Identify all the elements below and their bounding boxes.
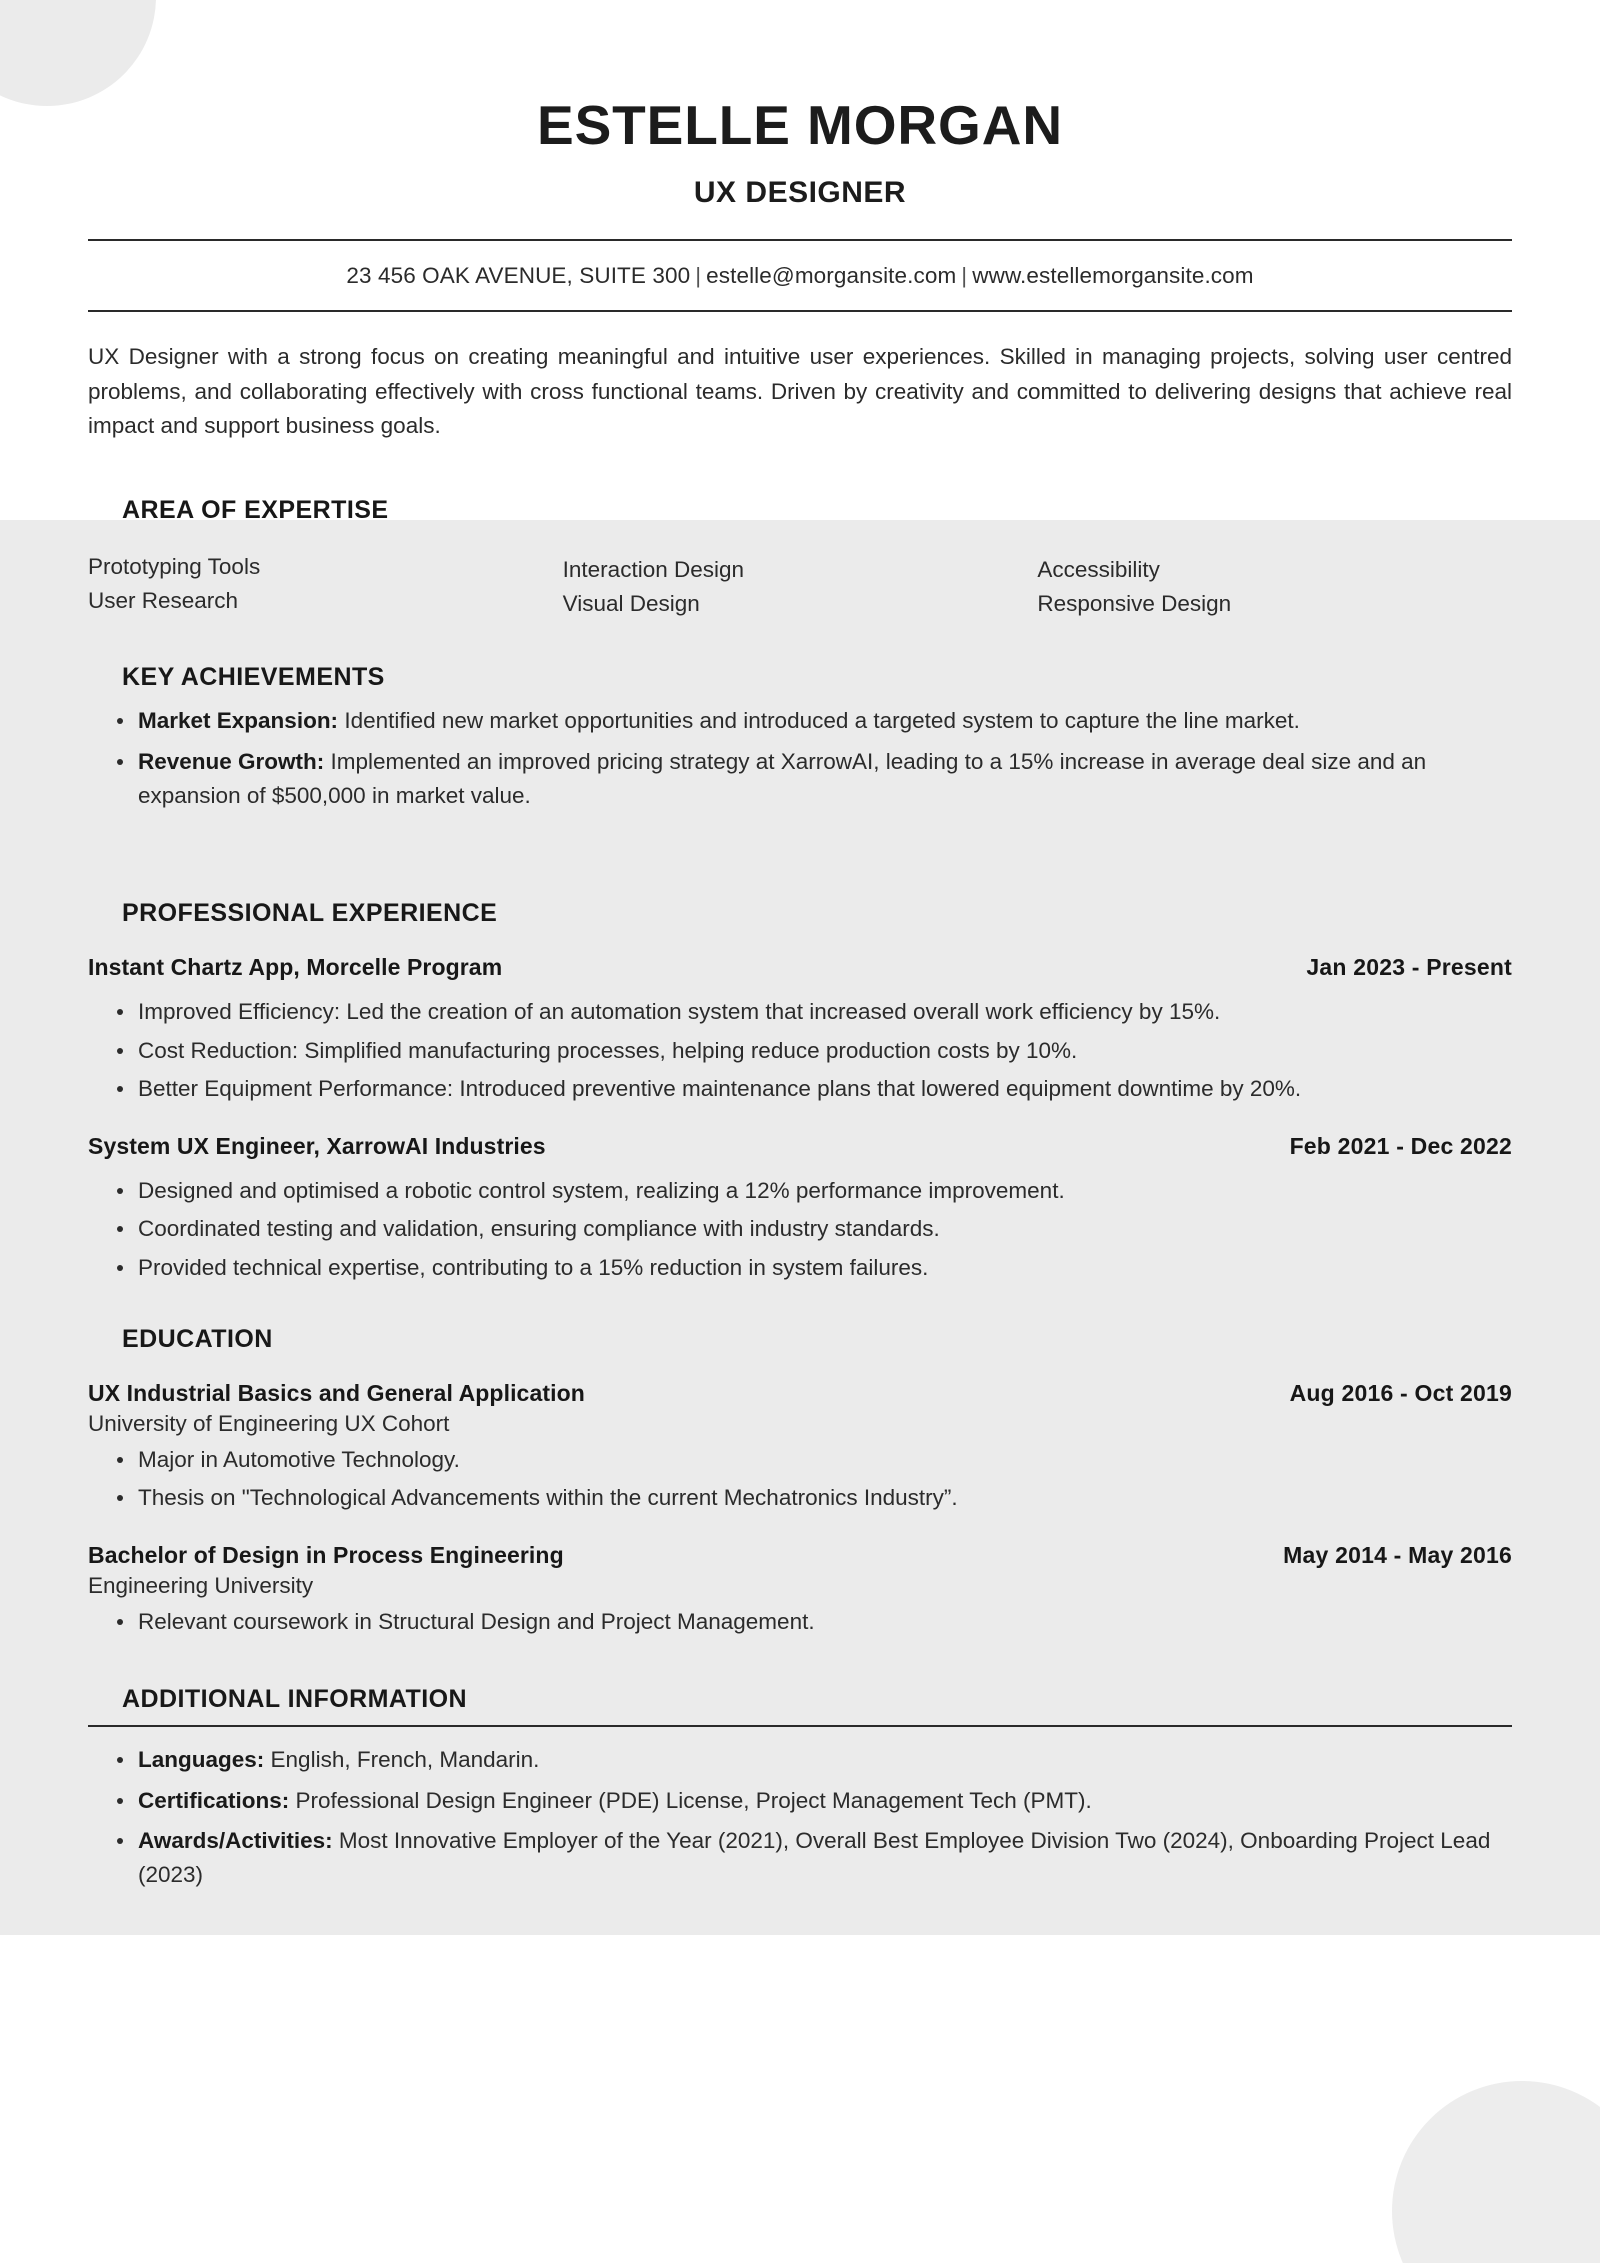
job-bullets bbox=[88, 981, 1512, 1106]
expertise-item: Visual Design bbox=[562, 591, 700, 617]
additional-label: Languages: bbox=[138, 1747, 265, 1773]
education-bullets bbox=[88, 1599, 1512, 1639]
degree-date: Aug 2016 - Oct 2019 bbox=[1289, 1379, 1512, 1406]
list-item bbox=[88, 745, 1512, 814]
job-title: Instant Chartz App, Morcelle Program bbox=[88, 954, 503, 981]
contact-website[interactable]: www.estellemorgansite.com bbox=[972, 263, 1254, 289]
professional-summary: UX Designer with a strong focus on creating meaningful and intuitive user experiences. Skilled in managing projects, solving user centred problems, and collaborating effectively with cross functional teams. Driven by creativity and committed to delivering designs that achieve real impact and support business goals. bbox=[88, 344, 1512, 439]
education-entry bbox=[88, 1516, 1512, 1639]
job-date: Feb 2021 - Dec 2022 bbox=[1289, 1132, 1512, 1159]
expertise-grid bbox=[88, 525, 1512, 620]
list-item bbox=[88, 1743, 1512, 1777]
additional-text: Professional Design Engineer (PDE) License, Project Management Tech (PMT). bbox=[289, 1787, 1092, 1813]
expertise-column-1 bbox=[88, 553, 563, 620]
degree-title: Bachelor of Design in Process Engineering bbox=[88, 1541, 564, 1568]
job-title: System UX Engineer, XarrowAI Industries bbox=[88, 1132, 546, 1159]
achievements-section bbox=[88, 619, 1512, 813]
school-name: University of Engineering UX Cohort bbox=[88, 1410, 450, 1436]
candidate-name: ESTELLE MORGAN bbox=[537, 94, 1063, 156]
expertise-column-2 bbox=[563, 553, 1038, 620]
list-item: Relevant coursework in Structural Design and Project Management. bbox=[88, 1605, 1512, 1639]
achievements-heading: KEY ACHIEVEMENTS bbox=[122, 663, 385, 692]
list-item: Major in Automotive Technology. bbox=[88, 1443, 1512, 1477]
resume-header bbox=[88, 0, 1512, 210]
candidate-role: UX DESIGNER bbox=[693, 176, 907, 210]
list-item: Cost Reduction: Simplified manufacturing processes, helping reduce production costs by 10%. bbox=[88, 1034, 1512, 1068]
additional-text: English, French, Mandarin. bbox=[264, 1747, 540, 1773]
list-item bbox=[88, 1824, 1512, 1893]
contact-separator-2: | bbox=[961, 263, 968, 289]
list-item bbox=[88, 704, 1512, 738]
achievement-label: Market Expansion: bbox=[138, 708, 339, 734]
list-item: Designed and optimised a robotic control system, realizing a 12% performance improvement. bbox=[88, 1174, 1512, 1208]
list-item: Coordinated testing and validation, ensuring compliance with industry standards. bbox=[88, 1212, 1512, 1246]
decorative-circle-bottom-right bbox=[1392, 2081, 1600, 2263]
additional-information-list bbox=[88, 1727, 1512, 1893]
school-name: Engineering University bbox=[88, 1572, 314, 1598]
contact-line bbox=[88, 241, 1512, 310]
contact-separator-1: | bbox=[695, 263, 702, 289]
education-entry bbox=[88, 1354, 1512, 1516]
expertise-section bbox=[88, 444, 1512, 620]
experience-heading: PROFESSIONAL EXPERIENCE bbox=[122, 899, 498, 928]
list-item: Thesis on "Technological Advancements within the current Mechatronics Industry”. bbox=[88, 1481, 1512, 1515]
expertise-item: Interaction Design bbox=[562, 556, 745, 582]
achievement-text: Implemented an improved pricing strategy at XarrowAI, leading to a 15% increase in average deal size and an expansion of $500,000 in market value. bbox=[138, 748, 1427, 808]
achievement-text: Identified new market opportunities and introduced a targeted system to capture the line market. bbox=[338, 708, 1300, 734]
education-bullets bbox=[88, 1437, 1512, 1516]
expertise-item: Responsive Design bbox=[1037, 591, 1232, 617]
job-date: Jan 2023 - Present bbox=[1306, 954, 1512, 981]
additional-information-heading: ADDITIONAL INFORMATION bbox=[122, 1685, 468, 1714]
education-heading: EDUCATION bbox=[122, 1324, 273, 1353]
job-bullets bbox=[88, 1160, 1512, 1285]
expertise-item: Accessibility bbox=[1037, 556, 1160, 582]
achievements-list bbox=[88, 692, 1512, 813]
list-item: Provided technical expertise, contributing to a 15% reduction in system failures. bbox=[88, 1251, 1512, 1285]
experience-entry bbox=[88, 1107, 1512, 1285]
experience-section bbox=[88, 813, 1512, 1285]
experience-entry bbox=[88, 928, 1512, 1106]
degree-title: UX Industrial Basics and General Application bbox=[88, 1379, 585, 1406]
experience-entry-header bbox=[88, 954, 1512, 981]
achievement-label: Revenue Growth: bbox=[138, 748, 325, 774]
experience-entry-header bbox=[88, 1133, 1512, 1160]
contact-email[interactable]: estelle@morgansite.com bbox=[706, 263, 957, 289]
bottom-spacer bbox=[88, 1893, 1512, 1983]
expertise-column-3 bbox=[1037, 553, 1512, 620]
additional-label: Awards/Activities: bbox=[138, 1828, 333, 1854]
expertise-item: User Research bbox=[88, 588, 239, 614]
contact-address: 23 456 OAK AVENUE, SUITE 300 bbox=[346, 263, 691, 289]
list-item: Improved Efficiency: Led the creation of an automation system that increased overall work efficiency by 15%. bbox=[88, 995, 1512, 1029]
expertise-item: Prototyping Tools bbox=[88, 553, 261, 579]
additional-label: Certifications: bbox=[138, 1787, 290, 1813]
expertise-heading: AREA OF EXPERTISE bbox=[122, 495, 389, 524]
list-item bbox=[88, 1784, 1512, 1818]
education-entry-header bbox=[88, 1542, 1512, 1569]
additional-information-section bbox=[88, 1639, 1512, 1893]
education-section bbox=[88, 1285, 1512, 1639]
list-item: Better Equipment Performance: Introduced preventive maintenance plans that lowered equipment downtime by 20%. bbox=[88, 1072, 1512, 1106]
education-entry-header bbox=[88, 1380, 1512, 1407]
additional-text: Most Innovative Employer of the Year (2021), Overall Best Employee Division Two (2024), Onboarding Project Lead (2023) bbox=[138, 1828, 1491, 1888]
degree-date: May 2014 - May 2016 bbox=[1283, 1541, 1512, 1568]
